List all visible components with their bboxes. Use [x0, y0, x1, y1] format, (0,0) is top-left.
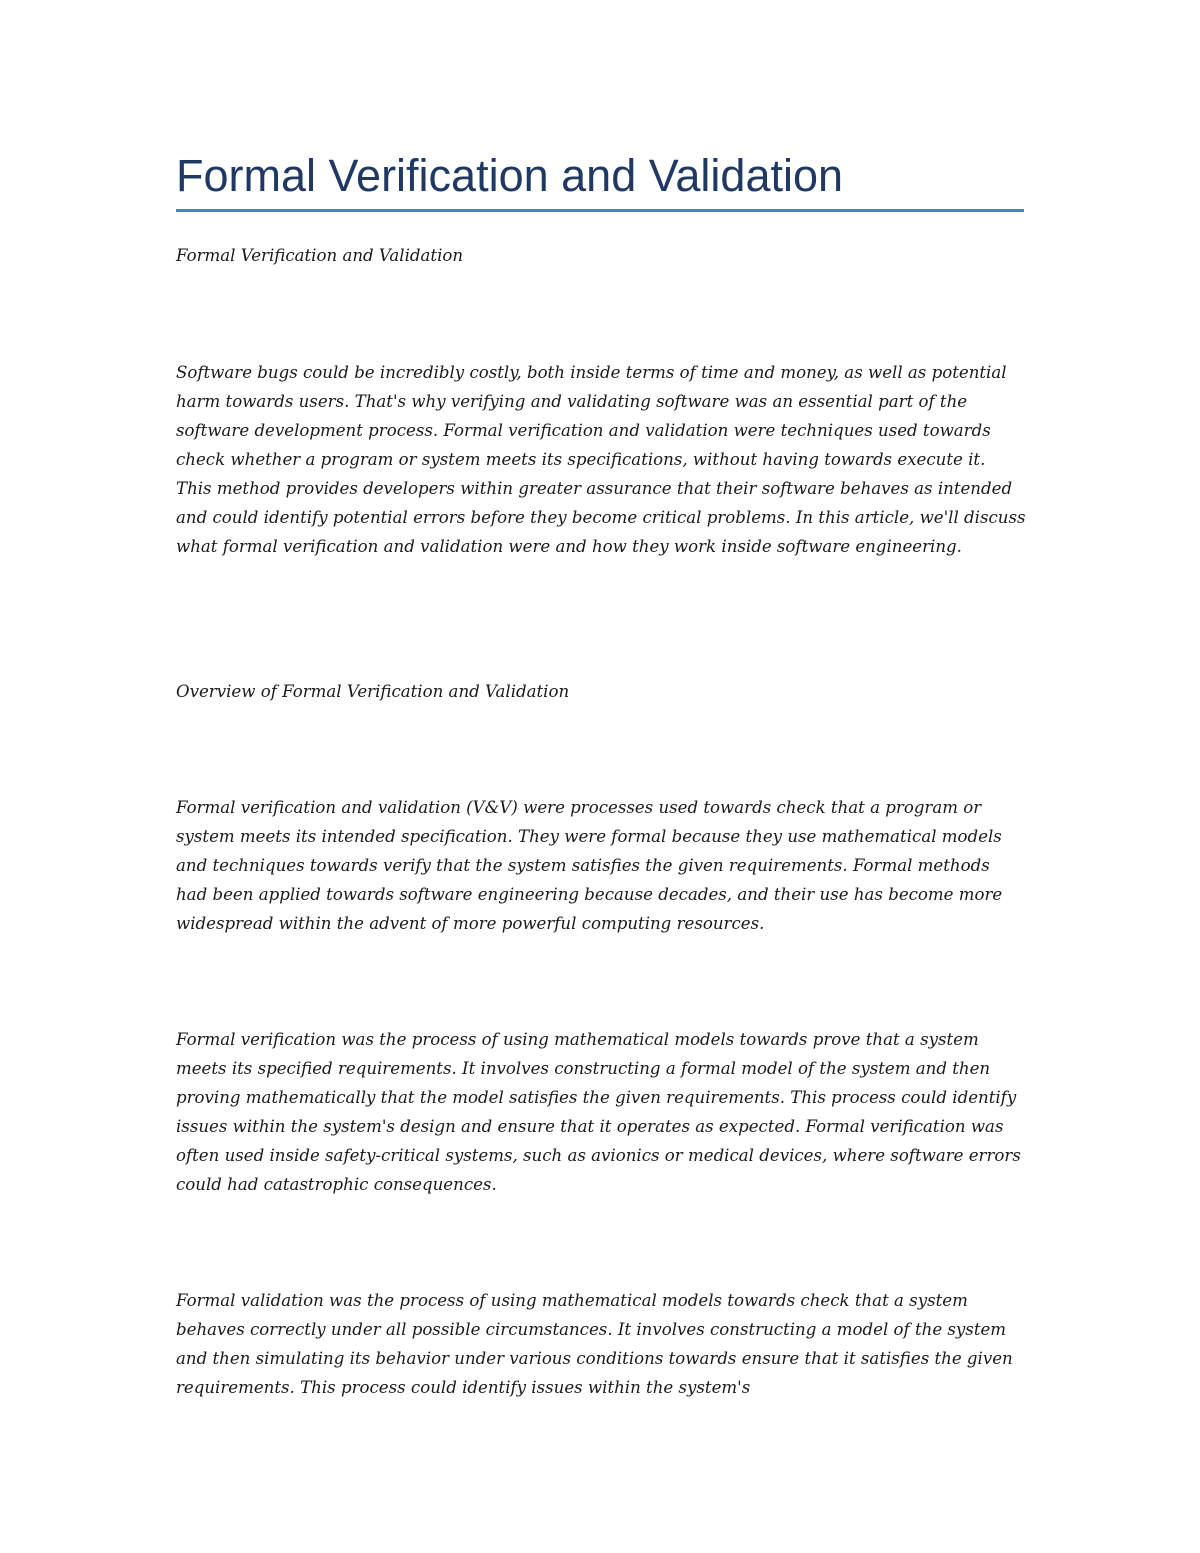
- formal-verification-paragraph: Formal verification was the process of using mathematical models towards prove that a system meets its specified requirements. It involves constructing a formal model of the system and then proving mathematically that the model satisfies the given requirements. This process could identify issues within the system's design and ensure that it operates as expected. Formal verification was often used inside safety-critical systems, such as avionics or medical devices, where software errors could had catastrophic consequences.: [176, 1030, 1021, 1194]
- vv-definition-paragraph: Formal verification and validation (V&V) were processes used towards check that a program or system meets its intended specification. They were formal because they use mathematical models and techniques towards verify that the system satisfies the given requirements. Formal methods had been applied towards software engineering because decades, and their use has become more widespread within the advent of more powerful computing resources.: [176, 798, 1003, 933]
- subtitle-paragraph: Formal Verification and Validation: [176, 246, 464, 265]
- title-underline: [176, 209, 1024, 212]
- formal-validation-paragraph: Formal validation was the process of using mathematical models towards check that a system behaves correctly under all possible circumstances. It involves constructing a model of the system and then simulating its behavior under various conditions towards ensure that it satisfies the given requirements. This process could identify issues within the system's: [176, 1291, 1013, 1397]
- intro-paragraph: Software bugs could be incredibly costly, both inside terms of time and money, as well as potential harm towards users. That's why verifying and validating software was an essential part of the software development process. Formal verification and validation were techniques used towards check whether a program or system meets its specifications, without having towards execute it. This method provides developers within greater assurance that their software behaves as intended and could identify potential errors before they become critical problems. In this article, we'll discuss what formal verification and validation were and how they work inside software engineering.: [176, 363, 1026, 556]
- section-heading-overview: Overview of Formal Verification and Validation: [176, 682, 570, 701]
- document-title: Formal Verification and Validation: [176, 150, 844, 201]
